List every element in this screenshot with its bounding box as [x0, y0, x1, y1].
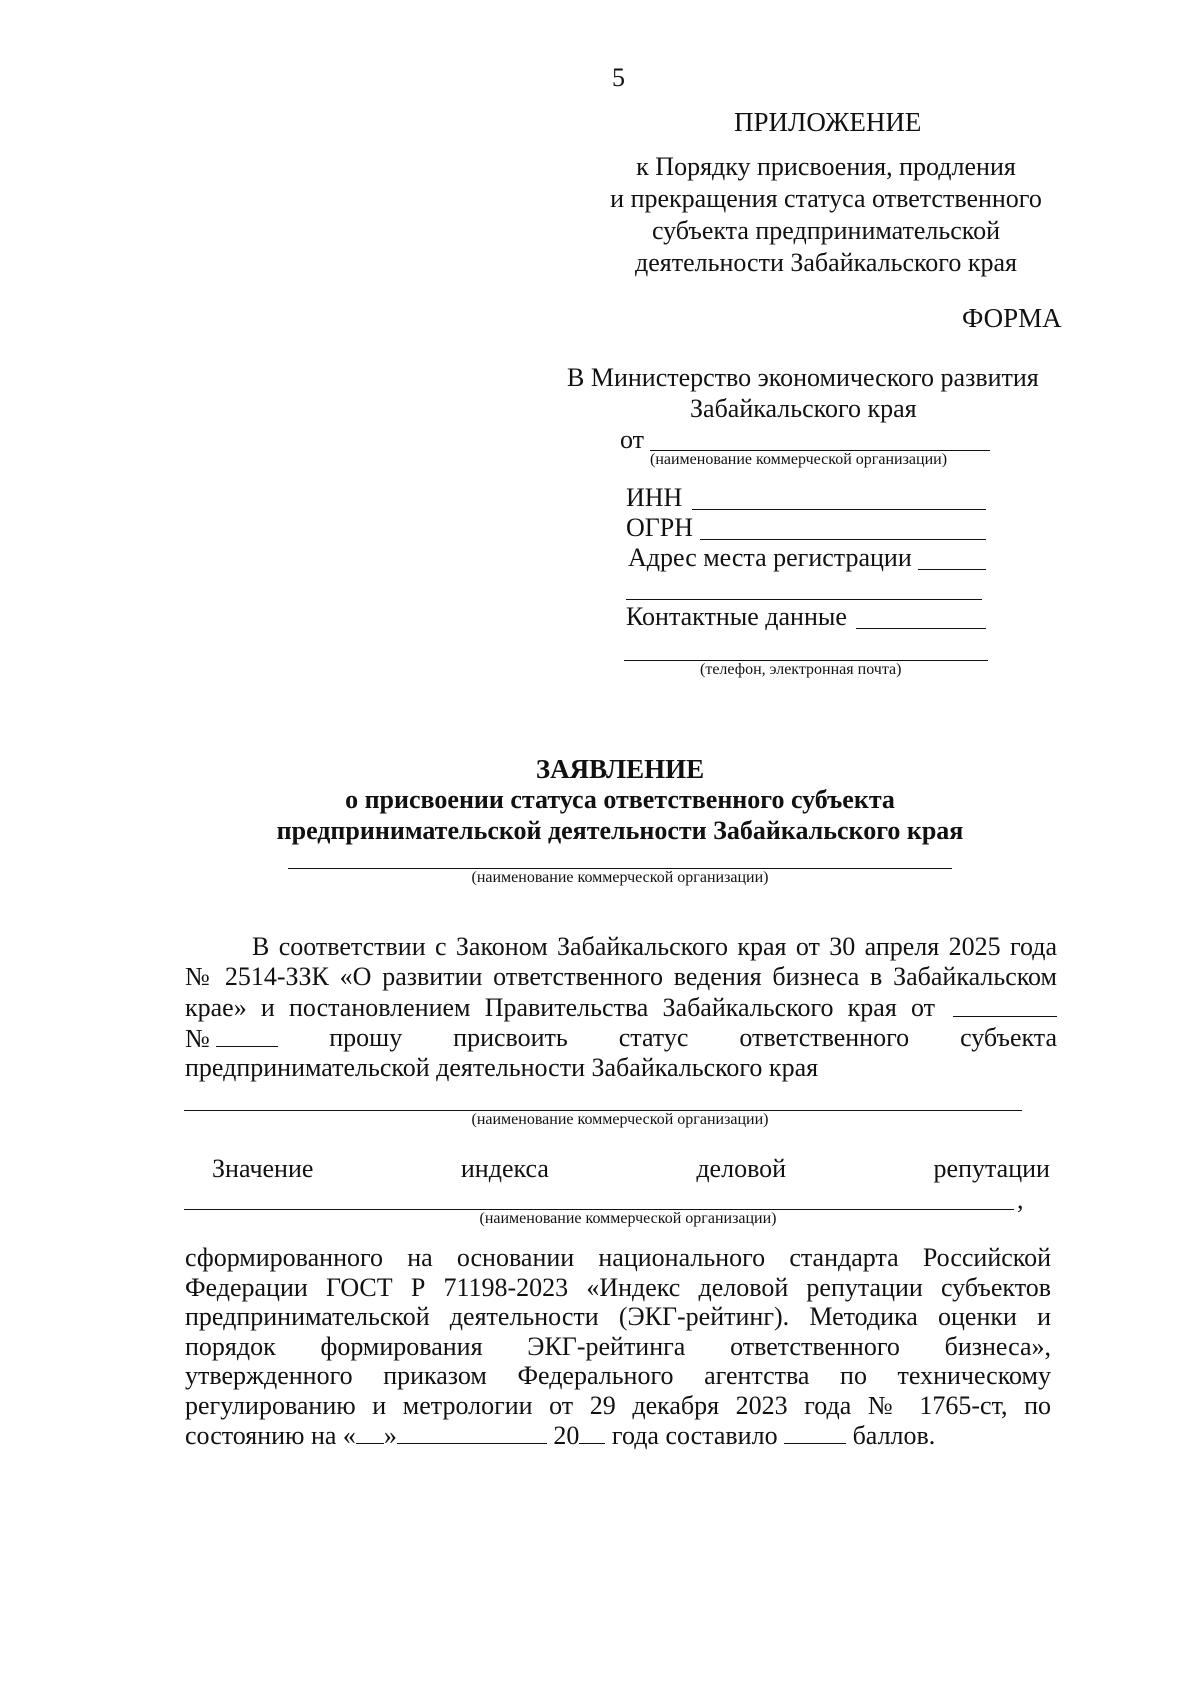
word: репутации [933, 1154, 1050, 1183]
address-field-line-1[interactable] [918, 569, 986, 570]
month-field[interactable] [397, 1419, 547, 1444]
p2-comma: , [1017, 1185, 1024, 1214]
ogrn-label: ОГРН [626, 513, 694, 542]
p3-block [185, 1242, 1051, 1449]
appendix-line: субъекта предпринимательской [651, 216, 1001, 245]
p2-line [212, 1153, 1050, 1185]
word: деловой [696, 1154, 787, 1183]
contacts-label: Контактные данные [626, 602, 847, 631]
p1-line-2 [185, 961, 1057, 993]
appendix-line: и прекращения статуса ответственного [610, 184, 1042, 213]
inn-label: ИНН [626, 483, 683, 512]
p3-line: регулированию и метрологии от 29 декабря 2023 года № 1765-ст, по [185, 1390, 1051, 1420]
word: статус [618, 1023, 689, 1052]
p3-last-quote: » [383, 1421, 397, 1450]
p3-line: порядок формирования ЭКГ-рейтинга ответственного бизнеса», [185, 1331, 1051, 1361]
address-field-line-2[interactable] [626, 599, 982, 600]
inn-field-line[interactable] [692, 509, 986, 510]
p3-last-end: баллов. [852, 1421, 936, 1450]
appendix-line: деятельности Забайкальского края [635, 248, 1017, 277]
p1-line-3-text: крае» и постановлением Правительства Забайкальского края от [185, 993, 935, 1022]
word: присвоить [453, 1023, 568, 1052]
appendix-block [596, 151, 1056, 279]
p3-line: Федерации ГОСТ Р 71198-2023 «Индекс деловой репутации субъектов [185, 1272, 1051, 1302]
form-label: ФОРМА [962, 303, 1062, 333]
p1-line-5: предпринимательской деятельности Забайкальского края [185, 1053, 819, 1082]
p1-line-4 [185, 1022, 1057, 1055]
statement-title: ЗАЯВЛЕНИЕ [535, 754, 705, 784]
statement-subtitle-2: предпринимательской деятельности Забайкальского края [276, 816, 964, 845]
p3-last-year: 20 [553, 1421, 580, 1450]
org-caption-1: (наименование коммерческой организации) [471, 1111, 769, 1128]
statement-subtitle-1: о присвоении статуса ответственного субъекта [345, 785, 895, 814]
p1-line-3 [185, 992, 1057, 1024]
p1-line-1 [185, 931, 1057, 963]
contacts-caption: (телефон, электронная почта) [700, 661, 902, 678]
word: индекса [460, 1154, 549, 1183]
page-number: 5 [612, 63, 625, 92]
decree-number-field[interactable] [216, 1022, 278, 1047]
year-field[interactable] [579, 1419, 605, 1444]
appendix-line: к Порядку присвоения, продления [636, 152, 1016, 181]
p3-last-line [185, 1419, 1051, 1449]
p1-line-2-text: № 2514-ЗЗК «О развитии ответственного ведения бизнеса в Забайкальском [185, 962, 1057, 991]
address-label: Адрес места регистрации [628, 543, 912, 572]
word: Значение [212, 1154, 314, 1183]
org-caption-2: (наименование коммерческой организации) [479, 1210, 777, 1227]
number-sign: № [185, 1024, 210, 1053]
addressee-line-1: В Министерство экономического развития [567, 363, 1039, 392]
from-label: от [620, 425, 645, 454]
appendix-title: ПРИЛОЖЕНИЕ [734, 107, 922, 137]
p3-last-start: состоянию на « [185, 1421, 356, 1450]
p3-line: предпринимательской деятельности (ЭКГ-рейтинг). Методика оценки и [185, 1302, 1051, 1331]
p3-line: утвержденного приказом Федерального агентства по техническому [185, 1361, 1051, 1390]
addressee-line-2: Забайкальского края [690, 394, 917, 423]
contacts-field-line-1[interactable] [856, 628, 986, 629]
p3-line: сформированного на основании национального стандарта Российской [185, 1243, 1051, 1272]
word: ответственного [739, 1023, 910, 1052]
p1-line-1-text: В соответствии с Законом Забайкальского края от 30 апреля 2025 года [252, 932, 1057, 961]
statement-org-caption: (наименование коммерческой организации) [471, 869, 769, 886]
ogrn-field-line[interactable] [700, 539, 986, 540]
day-field[interactable] [356, 1419, 384, 1444]
decree-date-field[interactable] [953, 992, 1057, 1017]
p3-last-mid: года составило [611, 1421, 778, 1450]
score-field[interactable] [784, 1419, 846, 1444]
word: прошу [329, 1023, 403, 1052]
from-caption: (наименование коммерческой организации) [650, 451, 948, 468]
word: субъекта [960, 1023, 1057, 1052]
